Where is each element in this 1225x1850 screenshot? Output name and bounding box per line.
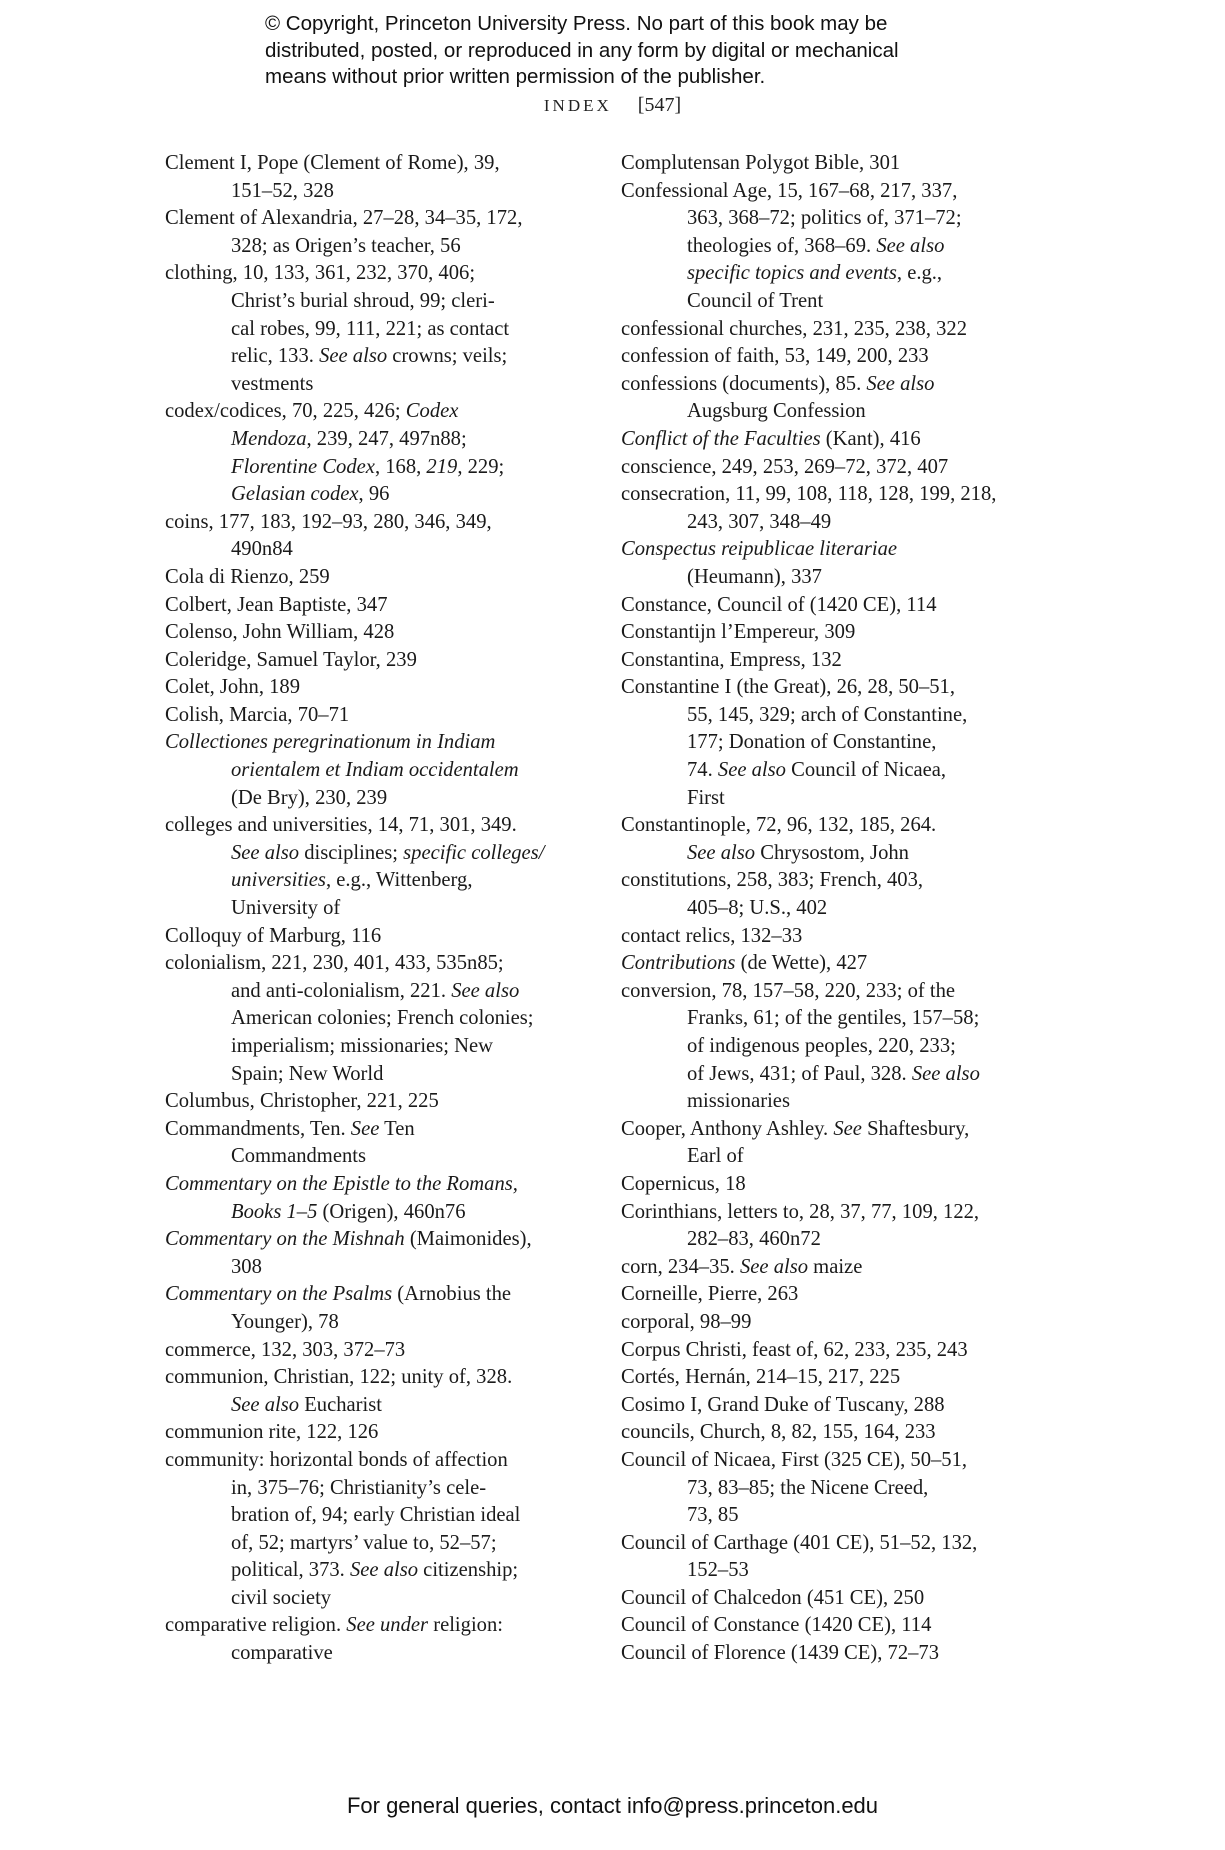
index-entry: Conflict of the Faculties (Kant), 416 bbox=[621, 427, 921, 450]
index-entry: coins, 177, 183, 192–93, 280, 346, 349, 490n84 bbox=[165, 510, 492, 561]
index-entry: commerce, 132, 303, 372–73 bbox=[165, 1338, 406, 1361]
copyright-line: © Copyright, Princeton University Press. No part of this book may be bbox=[265, 12, 888, 35]
index-entry: contact relics, 132–33 bbox=[621, 924, 803, 947]
index-entry: comparative religion. See under religion: comparative bbox=[165, 1614, 503, 1665]
index-entry: Complutensan Polygot Bible, 301 bbox=[621, 152, 901, 174]
index-column-left bbox=[165, 150, 585, 1668]
index-column-right bbox=[621, 150, 1041, 1668]
index-entry: confessions (documents), 85. See also Augsburg Confession bbox=[621, 372, 935, 423]
index-entry: conversion, 78, 157–58, 220, 233; of the Franks, 61; of the gentiles, 157–58; of indigenous peoples, 220, 233; of Jews, 431; of Paul, 328. See also missionaries bbox=[621, 979, 980, 1113]
index-entry: Corinthians, letters to, 28, 37, 77, 109, 122, 282–83, 460n72 bbox=[621, 1200, 980, 1251]
index-entry: Commentary on the Epistle to the Romans, Books 1–5 (Origen), 460n76 bbox=[165, 1172, 518, 1223]
index-entry: Confessional Age, 15, 167–68, 217, 337, 363, 368–72; politics of, 371–72; theologies of, 368–69. See also specific topics and events, e.g., Council of Trent bbox=[621, 179, 962, 312]
index-entry: Coleridge, Samuel Taylor, 239 bbox=[165, 648, 417, 671]
index-entry: corn, 234–35. See also maize bbox=[621, 1255, 863, 1278]
index-entry: Council of Chalcedon (451 CE), 250 bbox=[621, 1586, 925, 1609]
running-head bbox=[0, 94, 1225, 117]
index-entry: Cooper, Anthony Ashley. See Shaftesbury, Earl of bbox=[621, 1117, 970, 1168]
index-entry: Colenso, John William, 428 bbox=[165, 621, 395, 644]
index-entry: colonialism, 221, 230, 401, 433, 535n85; and anti-colonialism, 221. See also American colonies; French colonies; imperialism; missionaries; New Spain; New World bbox=[165, 952, 534, 1085]
index-entry: Colloquy of Marburg, 116 bbox=[165, 924, 382, 947]
index-entry: Commandments, Ten. See Ten Commandments bbox=[165, 1117, 415, 1168]
index-entry: Council of Nicaea, First (325 CE), 50–51, 73, 83–85; the Nicene Creed, 73, 85 bbox=[621, 1448, 968, 1527]
index-entry: colleges and universities, 14, 71, 301, 349. See also disciplines; specific colleges/ universities, e.g., Wittenberg, University of bbox=[165, 814, 545, 920]
index-entry: Commentary on the Mishnah (Maimonides), 308 bbox=[165, 1228, 532, 1278]
index-entry: corporal, 98–99 bbox=[621, 1310, 752, 1333]
footer-contact: For general queries, contact info@press.princeton.edu bbox=[346, 1793, 879, 1818]
index-entry: Council of Carthage (401 CE), 51–52, 132, 152–53 bbox=[621, 1531, 978, 1582]
index-entry: Commentary on the Psalms (Arnobius the Younger), 78 bbox=[165, 1283, 512, 1333]
index-entry: Colbert, Jean Baptiste, 347 bbox=[165, 593, 388, 616]
index-entry: Council of Constance (1420 CE), 114 bbox=[621, 1614, 932, 1637]
index-entry: constitutions, 258, 383; French, 403, 405–8; U.S., 402 bbox=[621, 869, 924, 920]
index-entry: Clement of Alexandria, 27–28, 34–35, 172, 328; as Origen’s teacher, 56 bbox=[165, 207, 523, 257]
copyright-notice bbox=[265, 11, 1025, 91]
copyright-line: distributed, posted, or reproduced in any form by digital or mechanical bbox=[265, 38, 899, 62]
index-entry: communion, Christian, 122; unity of, 328. See also Eucharist bbox=[165, 1366, 513, 1416]
index-entry: consecration, 11, 99, 108, 118, 128, 199, 218, 243, 307, 348–49 bbox=[621, 483, 997, 533]
index-entry: Constantine I (the Great), 26, 28, 50–51, 55, 145, 329; arch of Constantine, 177; Donation of Constantine, 74. See also Council of Nicaea, First bbox=[621, 676, 968, 809]
index-entry: clothing, 10, 133, 361, 232, 370, 406; Christ’s burial shroud, 99; cleri- cal robes, 99, 111, 221; as contact relic, 133. See also crowns; veils; vestments bbox=[165, 262, 510, 395]
index-entry: Collectiones peregrinationum in Indiam orientalem et Indiam occidentalem (De Bry), 230, 239 bbox=[165, 731, 519, 809]
index-entry: communion rite, 122, 126 bbox=[165, 1421, 379, 1444]
index-entry: Copernicus, 18 bbox=[621, 1172, 746, 1195]
index-entry: community: horizontal bonds of affection in, 375–76; Christianity’s cele- bration of, 94; early Christian ideal of, 52; martyrs’ value to, 52–57; political, 373. See also citizenship; civil society bbox=[165, 1448, 521, 1609]
index-entry: Constantina, Empress, 132 bbox=[621, 648, 842, 671]
index-entry: conscience, 249, 253, 269–72, 372, 407 bbox=[621, 455, 949, 478]
index-entry: Cola di Rienzo, 259 bbox=[165, 565, 330, 588]
index-entry: Clement I, Pope (Clement of Rome), 39, 151–52, 328 bbox=[165, 152, 500, 202]
running-head-label: INDEX bbox=[543, 96, 612, 115]
index-entry: Conspectus reipublicae literariae (Heumann), 337 bbox=[621, 538, 898, 588]
copyright-line: means without prior written permission of the publisher. bbox=[265, 65, 766, 88]
index-entry: councils, Church, 8, 82, 155, 164, 233 bbox=[621, 1421, 936, 1444]
index-entry: Columbus, Christopher, 221, 225 bbox=[165, 1090, 439, 1113]
index-entry: Constantijn l’Empereur, 309 bbox=[621, 621, 856, 644]
index-entry: Cortés, Hernán, 214–15, 217, 225 bbox=[621, 1366, 901, 1389]
index-entry: Corpus Christi, feast of, 62, 233, 235, 243 bbox=[621, 1338, 968, 1361]
index-entry: codex/codices, 70, 225, 426; Codex Mendoza, 239, 247, 497n88; Florentine Codex, 168, 219, 229; Gelasian codex, 96 bbox=[165, 400, 505, 506]
index-entry: Constance, Council of (1420 CE), 114 bbox=[621, 593, 937, 616]
index-entry: Colish, Marcia, 70–71 bbox=[165, 703, 350, 726]
index-entry: Colet, John, 189 bbox=[165, 676, 301, 699]
index-entry: Corneille, Pierre, 263 bbox=[621, 1283, 799, 1306]
index-entry: Constantinople, 72, 96, 132, 185, 264. See also Chrysostom, John bbox=[621, 814, 937, 864]
index-entry: Contributions (de Wette), 427 bbox=[621, 952, 868, 975]
index-entry: Cosimo I, Grand Duke of Tuscany, 288 bbox=[621, 1393, 945, 1416]
index-entry: confessional churches, 231, 235, 238, 322 bbox=[621, 317, 968, 340]
page-number: [547] bbox=[637, 94, 682, 116]
index-entry: confession of faith, 53, 149, 200, 233 bbox=[621, 345, 929, 368]
index-entry: Council of Florence (1439 CE), 72–73 bbox=[621, 1642, 940, 1665]
